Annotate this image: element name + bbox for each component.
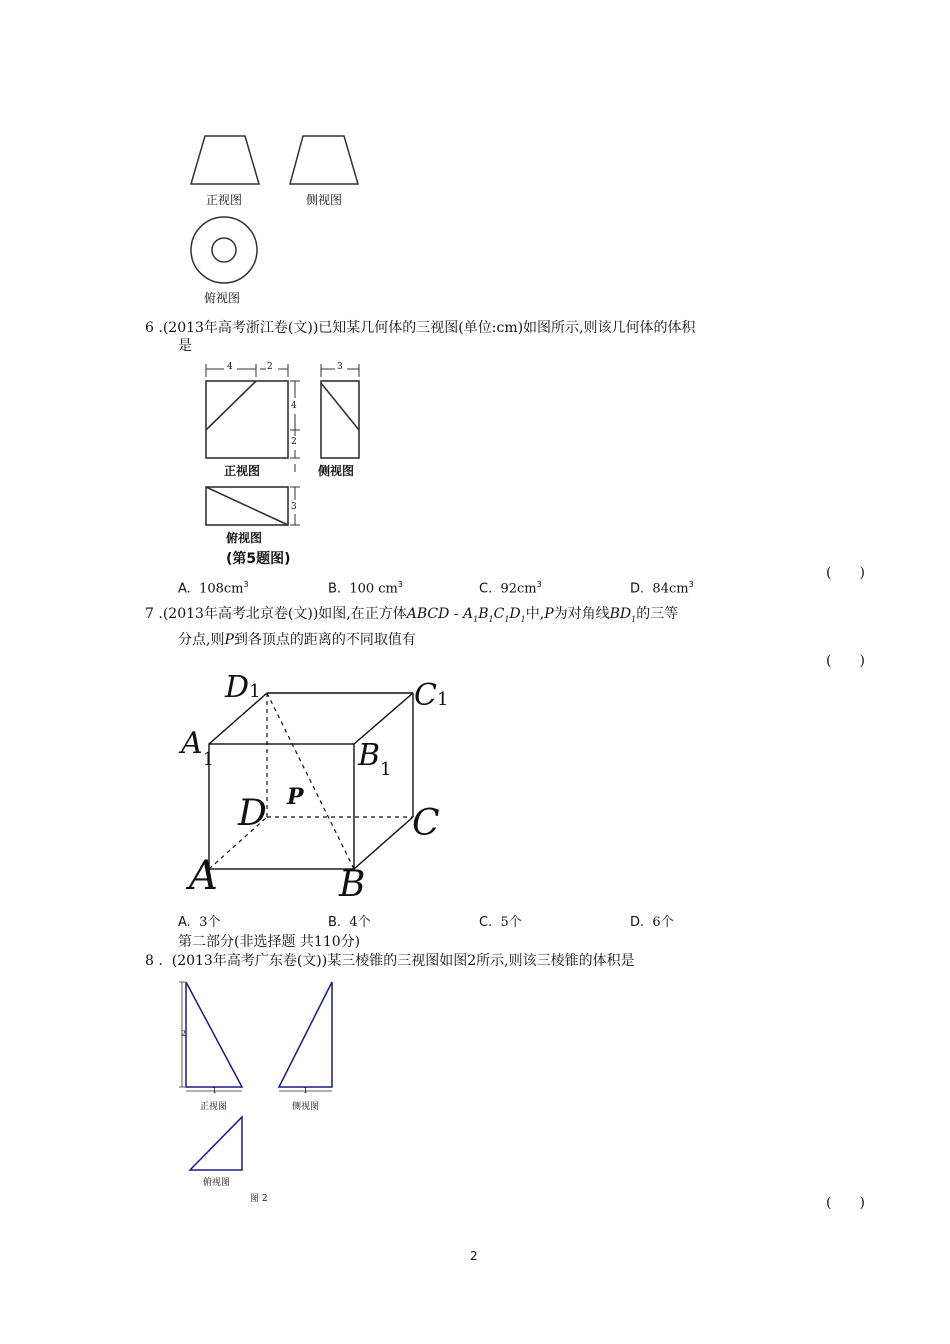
- q7-option-b[interactable]: B. 4个: [328, 915, 371, 930]
- q8-dim-1-front: 1: [212, 1086, 218, 1095]
- cube-vertex-a1: $A_1$: [181, 726, 215, 770]
- frustum-side-label: 侧视图: [306, 193, 343, 207]
- q8-answer-paren: ( ): [826, 1195, 865, 1211]
- q6-option-d[interactable]: D. $84cm^3$: [630, 580, 694, 597]
- cube-vertex-c1: C1: [414, 678, 449, 713]
- q8-top-label: 俯视图: [203, 1178, 231, 1188]
- q8-side-label: 侧视图: [292, 1102, 320, 1112]
- q8-stem: 8 . (2013年高考广东卷(文))某三棱锥的三视图如图2所示,则该三棱锥的体积是: [145, 953, 635, 969]
- q6-option-b[interactable]: B. 100 $cm^3$: [328, 580, 403, 597]
- q6-front-label: 正视图: [224, 464, 261, 478]
- q7-number: 7: [145, 606, 154, 622]
- q6-dim-2: 2: [267, 362, 273, 372]
- cube-vertex-a: A: [189, 853, 218, 899]
- q6-side-label: 侧视图: [318, 464, 355, 478]
- page-number: 2: [470, 1249, 478, 1263]
- q6-dim-3-side: 3: [337, 362, 343, 372]
- q6-dim-4-vert: 4: [291, 401, 297, 411]
- q8-dim-1-side: 1: [303, 1086, 309, 1095]
- q6-number-line: 6 .(2013年高考浙江卷(文))已知某几何体的三视图(单位:cm)如图所示,则该几何体的体积: [145, 320, 696, 336]
- frustum-front-label: 正视图: [206, 193, 243, 207]
- q6-number: 6: [145, 320, 154, 336]
- q8-number: 8: [145, 953, 154, 969]
- q6-option-a[interactable]: A. $108cm^3$: [178, 580, 249, 597]
- cube-vertex-d: D: [238, 793, 267, 834]
- q7-stem-line2: 分点,则P到各顶点的距离的不同取值有: [178, 632, 416, 648]
- q7-option-a[interactable]: A. 3个: [178, 915, 221, 930]
- q8-dim-2: 2: [181, 1029, 187, 1038]
- q6-dim-2-vert: 2: [291, 437, 297, 447]
- q8-front-label: 正视图: [200, 1102, 228, 1112]
- q7-answer-paren: ( ): [826, 653, 865, 669]
- q7-option-c[interactable]: C. 5个: [479, 915, 522, 930]
- q7-option-d[interactable]: D. 6个: [630, 915, 674, 930]
- cube-point-p: P: [287, 784, 304, 810]
- cube-vertex-b1: $B_1$: [358, 738, 392, 780]
- q6-dim-3-vert: 3: [291, 502, 297, 512]
- q6-stem-line2: 是: [178, 338, 192, 354]
- q8-figure-caption: 图 2: [250, 1194, 268, 1204]
- q6-stem-line1: (2013年高考浙江卷(文))已知某几何体的三视图(单位:cm)如图所示,则该几何体的体积: [162, 320, 696, 336]
- q6-top-label: 俯视图: [226, 531, 263, 545]
- q7-diagonal: $BD_1$: [609, 606, 637, 624]
- q6-figure-caption: (第5题图): [226, 551, 291, 567]
- cube-vertex-c: C: [412, 803, 440, 844]
- part-two-heading: 第二部分(非选择题 共110分): [178, 934, 361, 950]
- q7-stem-line1: 7 .(2013年高考北京卷(文))如图,在正方体ABCD - $A_1B_1C_1D_1$中,P为对角线$BD_1$的三等: [145, 606, 679, 624]
- q7-cube-name: ABCD - $A_1B_1C_1D_1$: [406, 606, 526, 624]
- q6-answer-paren: ( ): [826, 565, 865, 581]
- cube-vertex-b: B: [339, 864, 366, 905]
- frustum-top-label: 俯视图: [204, 291, 241, 305]
- cube-vertex-d1: D1: [225, 670, 261, 705]
- q6-option-c[interactable]: C. $92cm^3$: [479, 580, 542, 597]
- q6-dim-4: 4: [227, 362, 233, 372]
